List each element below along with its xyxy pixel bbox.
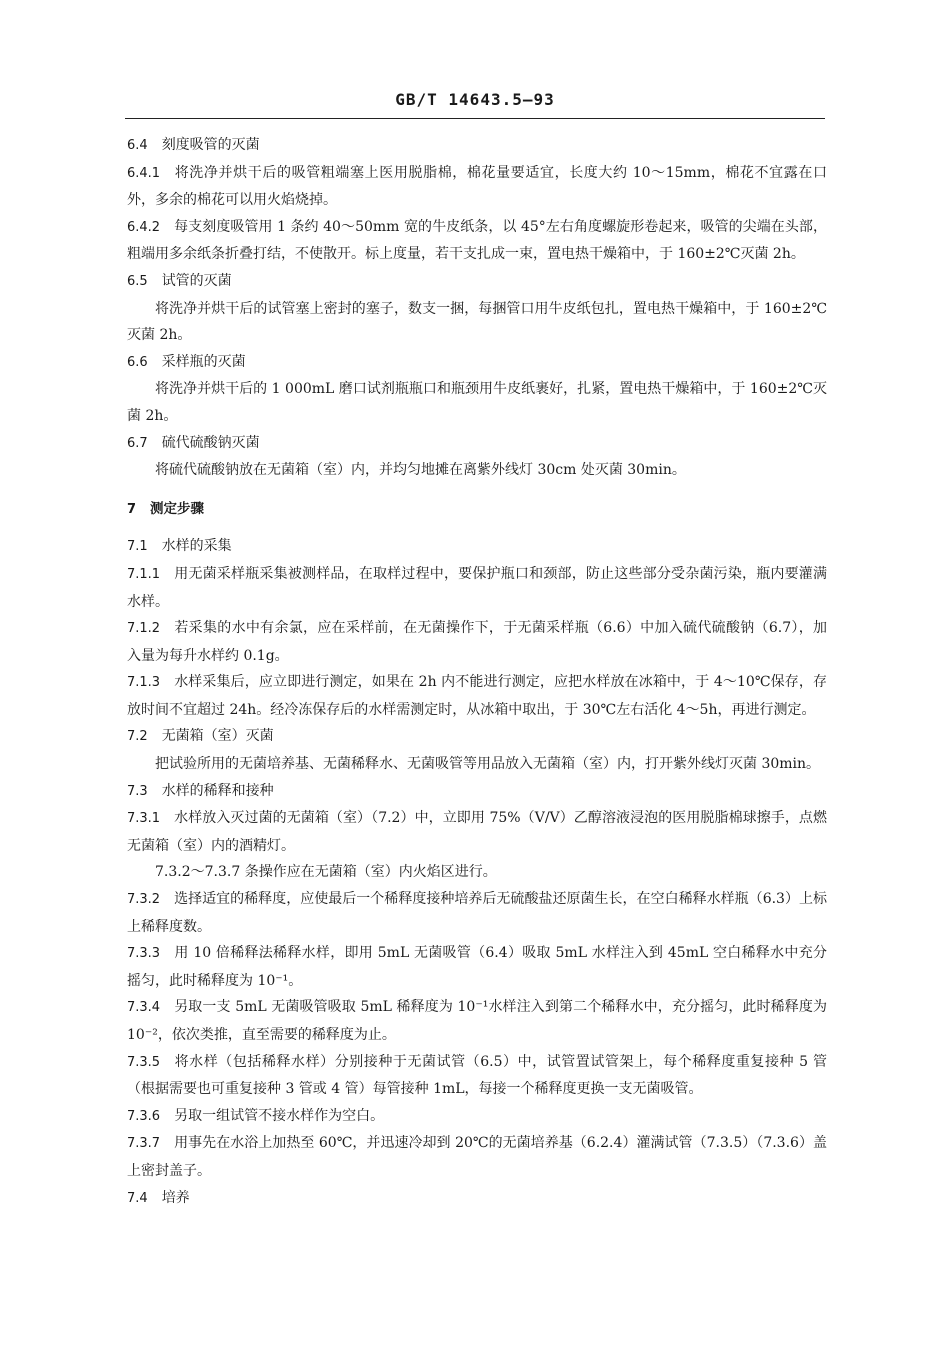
header-rule bbox=[125, 118, 825, 119]
section-heading bbox=[127, 496, 827, 524]
clause-text: 另取一组试管不接水样作为空白。 bbox=[174, 1107, 385, 1124]
subsection-heading bbox=[127, 533, 827, 561]
subsection-heading bbox=[127, 430, 827, 458]
clause-number: 7.3.5 bbox=[127, 1054, 161, 1070]
clause-number: 6.4 bbox=[127, 138, 148, 153]
subsection-heading bbox=[127, 268, 827, 296]
clause-paragraph bbox=[127, 669, 827, 723]
clause-text: 7.3.2～7.3.7 条操作应在无菌箱（室）内火焰区进行。 bbox=[155, 864, 497, 881]
clause-text: 若采集的水中有余氯，应在采样前，在无菌操作下，于无菌采样瓶（6.6）中加入硫代硫酸钠（6.7），加入量为每升水样约 0.1g。 bbox=[127, 620, 827, 664]
clause-number: 7.1.3 bbox=[127, 675, 161, 691]
clause-paragraph bbox=[127, 751, 827, 778]
clause-number: 7.3.3 bbox=[127, 946, 161, 962]
clause-number: 7.2 bbox=[127, 729, 148, 745]
clause-text: 每支刻度吸管用 1 条约 40～50mm 宽的牛皮纸条，以 45°左右角度螺旋形卷起来，吸管的尖端在头部，粗端用多余纸条折叠打结，不使散开。标上度量，若干支扎成一束，置电热干燥箱中，于 160±2℃灭菌 2h。 bbox=[127, 218, 827, 263]
clause-number: 7.3.7 bbox=[127, 1136, 161, 1152]
clause-paragraph bbox=[127, 561, 827, 615]
subsection-heading bbox=[127, 132, 827, 160]
clause-number: 6.4.1 bbox=[127, 165, 161, 181]
clause-number: 6.4.2 bbox=[127, 219, 161, 235]
clause-text: 选择适宜的稀释度，应使最后一个稀释度接种培养后无硫酸盐还原菌生长，在空白稀释水样瓶（6.3）上标上稀释度数。 bbox=[127, 891, 827, 935]
clause-text: 另取一支 5mL 无菌吸管吸取 5mL 稀释度为 10⁻¹水样注入到第二个稀释水中，充分摇匀，此时稀释度为 10⁻²，依次类推，直至需要的稀释度为止。 bbox=[127, 999, 827, 1043]
clause-paragraph bbox=[127, 376, 827, 429]
clause-paragraph bbox=[127, 457, 827, 484]
clause-paragraph bbox=[127, 615, 827, 669]
standard-code-header: GB/T 14643.5—93 bbox=[395, 90, 555, 109]
clause-text: 用 10 倍稀释法稀释水样，即用 5mL 无菌吸管（6.4）吸取 5mL 水样注入到 45mL 空白稀释水中充分摇匀，此时稀释度为 10⁻¹。 bbox=[127, 945, 827, 989]
clause-text: 水样的稀释和接种 bbox=[161, 782, 274, 799]
clause-text: 将洗净并烘干后的吸管粗端塞上医用脱脂棉，棉花量要适宜，长度大约 10～15mm，棉花不宜露在口外，多余的棉花可以用火焰烧掉。 bbox=[127, 164, 827, 209]
clause-number: 7.3.1 bbox=[127, 811, 161, 827]
clause-number: 6.5 bbox=[127, 273, 148, 289]
clause-paragraph bbox=[127, 160, 827, 214]
clause-paragraph bbox=[127, 1130, 827, 1184]
clause-text: 刻度吸管的灭菌 bbox=[161, 137, 260, 153]
clause-text: 水样采集后，应立即进行测定，如果在 2h 内不能进行测定，应把水样放在冰箱中，于 4～10℃保存，存放时间不宜超过 24h。经冷冻保存后的水样需测定时，从冰箱中取出，于 30℃左右活化 4～5h，再进行测定。 bbox=[127, 674, 827, 718]
subsection-heading bbox=[127, 778, 827, 806]
clause-text: 将水样（包括稀释水样）分别接种于无菌试管（6.5）中，试管置试管架上，每个稀释度重复接种 5 管（根据需要也可重复接种 3 管或 4 管）每管接种 1mL，每接一个稀释度更换一支无菌吸管。 bbox=[127, 1053, 827, 1098]
clause-paragraph bbox=[127, 214, 827, 268]
subsection-heading bbox=[127, 349, 827, 377]
clause-number: 7.3 bbox=[127, 783, 148, 799]
subsection-heading bbox=[127, 723, 827, 751]
clause-number: 7.4 bbox=[127, 1190, 148, 1206]
clause-number: 7.1.2 bbox=[127, 621, 161, 637]
clause-number: 7.1 bbox=[127, 539, 148, 555]
clause-paragraph bbox=[127, 994, 827, 1048]
clause-text: 把试验所用的无菌培养基、无菌稀释水、无菌吸管等用品放入无菌箱（室）内，打开紫外线灯灭菌 30min。 bbox=[155, 756, 821, 773]
clause-text: 将洗净并烘干后的试管塞上密封的塞子，数支一捆，每捆管口用牛皮纸包扎，置电热干燥箱中，于 160±2℃灭菌 2h。 bbox=[127, 300, 827, 344]
clause-text: 硫代硫酸钠灭菌 bbox=[161, 434, 260, 451]
clause-text: 水样放入灭过菌的无菌箱（室）（7.2）中，立即用 75%（V/V）乙醇溶液浸泡的医用脱脂棉球擦手，点燃无菌箱（室）内的酒精灯。 bbox=[127, 810, 827, 854]
clause-paragraph bbox=[127, 1049, 827, 1103]
clause-number: 7.3.4 bbox=[127, 1000, 161, 1016]
clause-text: 将洗净并烘干后的 1 000mL 磨口试剂瓶瓶口和瓶颈用牛皮纸裹好，扎紧，置电热干燥箱中，于 160±2℃灭菌 2h。 bbox=[127, 381, 827, 424]
subsection-heading bbox=[127, 1185, 827, 1213]
clause-text: 用事先在水浴上加热至 60℃，并迅速冷却到 20℃的无菌培养基（6.2.4）灌满试管（7.3.5）（7.3.6）盖上密封盖子。 bbox=[127, 1135, 827, 1179]
clause-number: 7 bbox=[127, 501, 137, 517]
clause-paragraph bbox=[127, 1103, 827, 1131]
clause-number: 6.6 bbox=[127, 354, 148, 370]
clause-text: 无菌箱（室）灭菌 bbox=[161, 728, 274, 745]
clause-text: 采样瓶的灭菌 bbox=[161, 353, 246, 370]
clause-paragraph bbox=[127, 940, 827, 994]
clause-text: 水样的采集 bbox=[161, 538, 232, 555]
clause-paragraph bbox=[127, 859, 827, 886]
clause-number: 7.3.2 bbox=[127, 892, 161, 908]
clause-paragraph bbox=[127, 886, 827, 940]
clause-text: 测定步骤 bbox=[150, 500, 205, 517]
clause-number: 7.3.6 bbox=[127, 1108, 161, 1124]
clause-paragraph bbox=[127, 805, 827, 859]
document-body bbox=[127, 132, 827, 1212]
clause-text: 用无菌采样瓶采集被测样品，在取样过程中，要保护瓶口和颈部，防止这些部分受杂菌污染，瓶内要灌满水样。 bbox=[127, 565, 827, 610]
clause-paragraph bbox=[127, 296, 827, 349]
clause-text: 试管的灭菌 bbox=[161, 272, 232, 289]
clause-text: 培养 bbox=[161, 1189, 190, 1206]
clause-number: 7.1.1 bbox=[127, 566, 161, 582]
clause-text: 将硫代硫酸钠放在无菌箱（室）内，并均匀地摊在离紫外线灯 30cm 处灭菌 30min。 bbox=[155, 462, 686, 479]
clause-number: 6.7 bbox=[127, 435, 148, 451]
